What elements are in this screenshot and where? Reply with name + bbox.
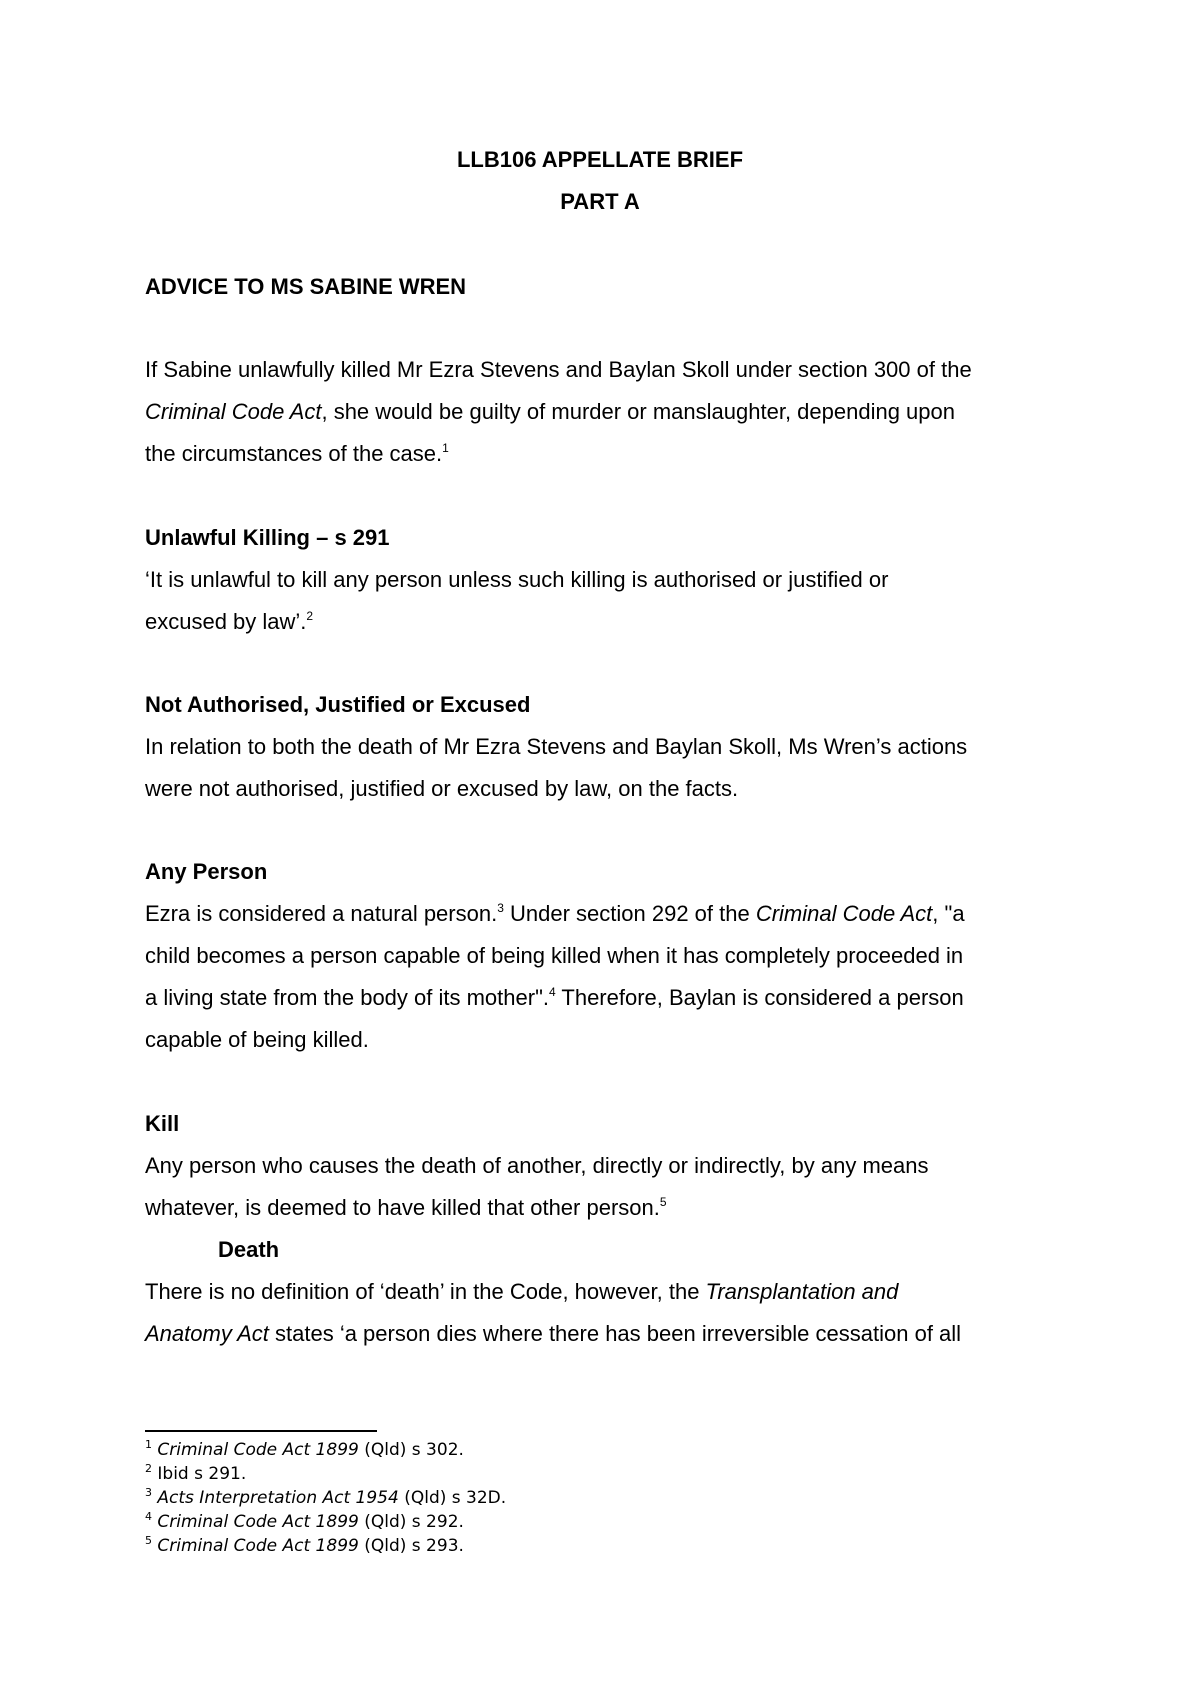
any-person-line-1b: Under section 292 of the xyxy=(503,901,756,926)
intro-line-3-text: the circumstances of the case. xyxy=(145,441,443,466)
death-line-2 xyxy=(145,1319,961,1349)
kill-line-1: Any person who causes the death of another, directly or indirectly, by any means xyxy=(145,1153,929,1178)
footnote-separator xyxy=(145,1430,377,1432)
unlawful-line-2-text: excused by law’. xyxy=(145,609,307,634)
any-person-line-3 xyxy=(145,983,964,1013)
document-title: LLB106 APPELLATE BRIEF xyxy=(456,147,744,172)
any-person-line-4: capable of being killed. xyxy=(145,1027,369,1052)
footnote-citation: Criminal Code Act 1899 xyxy=(157,1512,359,1532)
footnote-2 xyxy=(145,1462,246,1486)
footnote-4 xyxy=(145,1510,464,1534)
footnote-5 xyxy=(145,1534,464,1558)
footnote-text: (Qld) s 32D. xyxy=(398,1488,507,1508)
footnote-1 xyxy=(145,1438,464,1462)
document-part: PART A xyxy=(560,189,640,214)
advice-heading: ADVICE TO MS SABINE WREN xyxy=(145,274,467,299)
kill-heading: Kill xyxy=(145,1111,180,1136)
not-authorised-heading: Not Authorised, Justified or Excused xyxy=(145,692,531,717)
footnote-ref-5: 5 xyxy=(659,1195,667,1209)
unlawful-line-1: ‘It is unlawful to kill any person unless such killing is authorised or justified or xyxy=(145,567,889,592)
any-person-line-1a: Ezra is considered a natural person. xyxy=(145,901,498,926)
footnote-citation: Criminal Code Act 1899 xyxy=(157,1440,359,1460)
intro-line-2-text: , she would be guilty of murder or manslaughter, depending upon xyxy=(321,399,955,424)
footnote-citation: Acts Interpretation Act 1954 xyxy=(157,1488,399,1508)
kill-line-2 xyxy=(145,1193,667,1223)
footnote-number: 2 xyxy=(145,1462,152,1475)
act-citation: Anatomy Act xyxy=(145,1321,269,1346)
any-person-line-3b: Therefore, Baylan is considered a person xyxy=(555,985,964,1010)
any-person-heading: Any Person xyxy=(145,859,268,884)
unlawful-line-2 xyxy=(145,607,313,637)
footnote-ref-4: 4 xyxy=(549,985,556,999)
any-person-line-2: child becomes a person capable of being killed when it has completely proceeded in xyxy=(145,943,964,968)
footnote-ref-2: 2 xyxy=(306,609,314,623)
footnote-number: 1 xyxy=(145,1438,152,1451)
footnote-number: 4 xyxy=(145,1510,152,1523)
death-line-2-text: states ‘a person dies where there has been irreversible cessation of all xyxy=(268,1321,962,1346)
footnote-3 xyxy=(145,1486,506,1510)
footnote-citation: Criminal Code Act 1899 xyxy=(157,1536,359,1556)
death-line-1 xyxy=(145,1277,898,1307)
intro-line-2 xyxy=(145,397,955,427)
act-citation: Criminal Code Act xyxy=(145,399,322,424)
any-person-line-3a: a living state from the body of its mother". xyxy=(145,985,549,1010)
intro-line-3 xyxy=(145,439,449,469)
footnote-text: (Qld) s 292. xyxy=(358,1512,464,1532)
unlawful-heading: Unlawful Killing – s 291 xyxy=(145,525,390,550)
footnote-ref-3: 3 xyxy=(497,901,504,915)
footnote-ref-1: 1 xyxy=(442,441,449,455)
death-line-1a: There is no definition of ‘death’ in the Code, however, the xyxy=(145,1279,706,1304)
kill-line-2-text: whatever, is deemed to have killed that other person. xyxy=(145,1195,660,1220)
footnote-number: 3 xyxy=(145,1486,152,1499)
not-authorised-line-2: were not authorised, justified or excused by law, on the facts. xyxy=(145,776,739,801)
footnote-number: 5 xyxy=(145,1534,152,1547)
act-citation: Transplantation and xyxy=(705,1279,899,1304)
intro-line-1: If Sabine unlawfully killed Mr Ezra Stevens and Baylan Skoll under section 300 of the xyxy=(145,357,972,382)
footnote-text: Ibid s 291. xyxy=(157,1464,247,1484)
any-person-line-1c: , "a xyxy=(932,901,965,926)
not-authorised-line-1: In relation to both the death of Mr Ezra Stevens and Baylan Skoll, Ms Wren’s actions xyxy=(145,734,968,759)
footnote-text: (Qld) s 302. xyxy=(358,1440,464,1460)
footnote-text: (Qld) s 293. xyxy=(358,1536,464,1556)
act-citation: Criminal Code Act xyxy=(755,901,933,926)
any-person-line-1 xyxy=(145,899,965,929)
death-subheading: Death xyxy=(218,1237,280,1262)
